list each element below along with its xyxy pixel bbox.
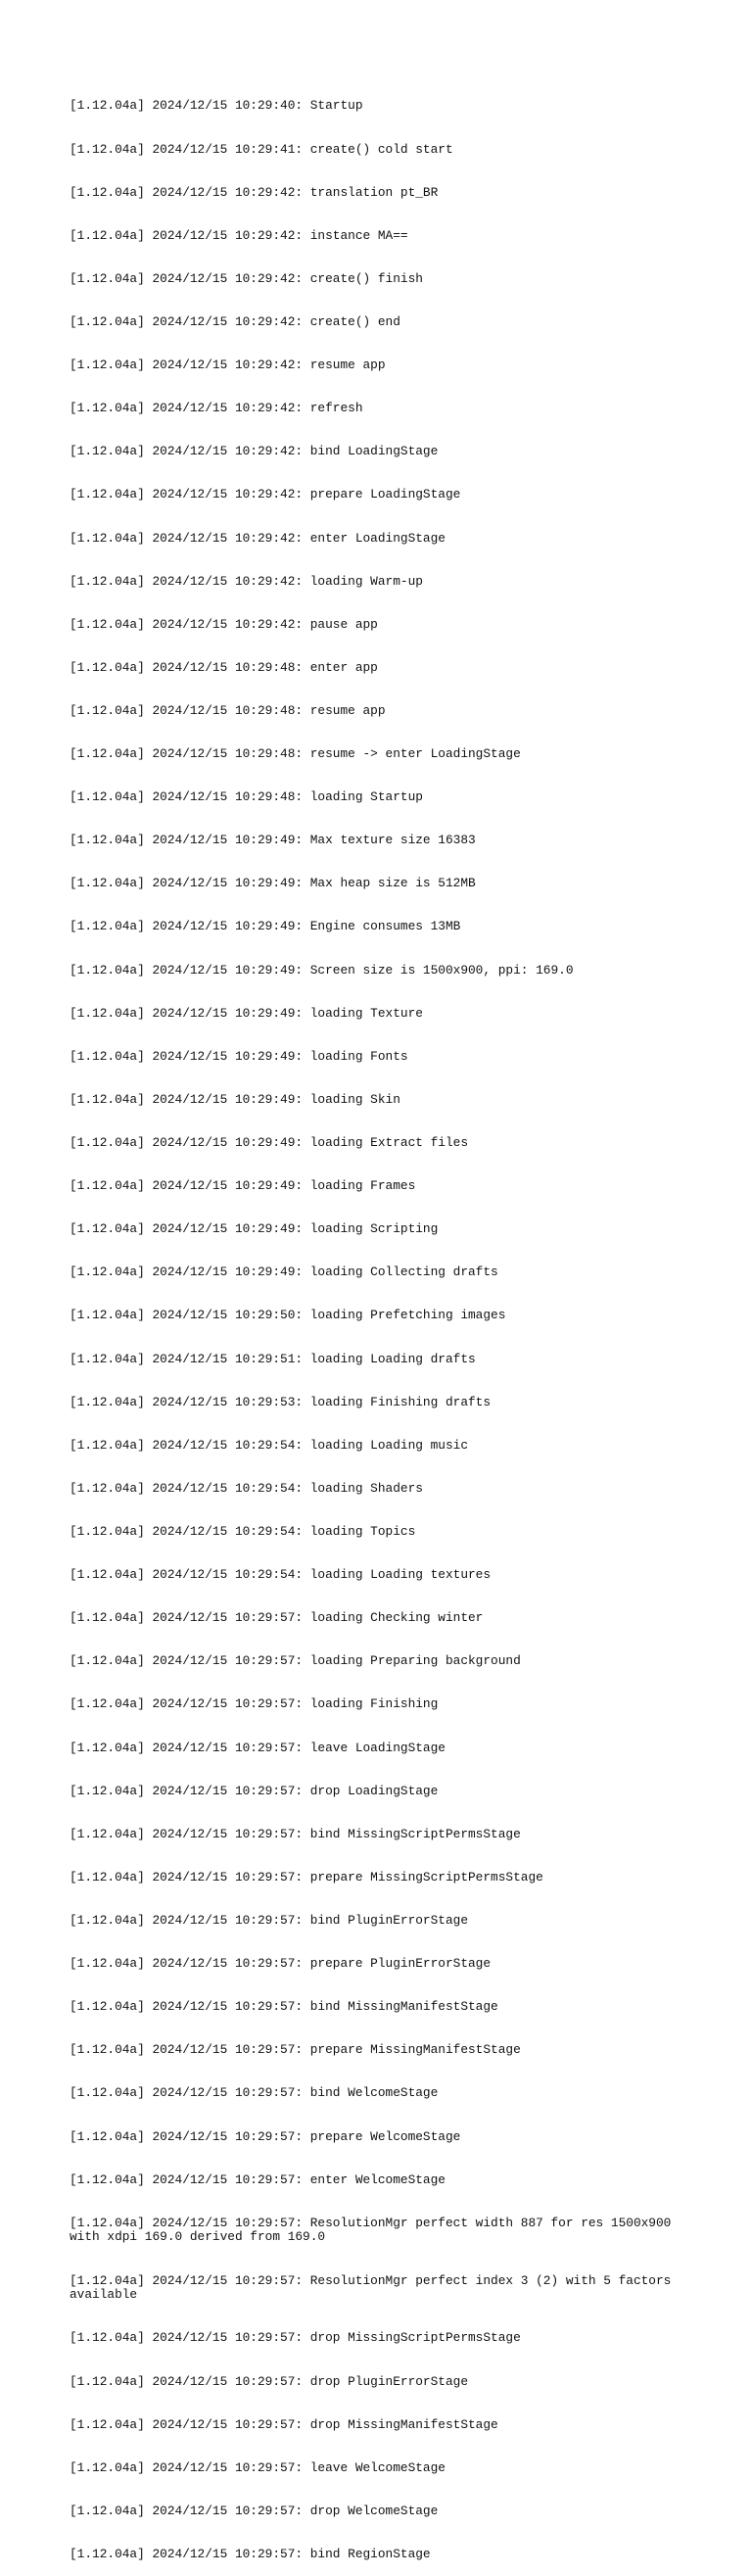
log-line: [1.12.04a] 2024/12/15 10:29:57: bind MissingManifestStage bbox=[70, 1999, 498, 2015]
log-line: [1.12.04a] 2024/12/15 10:29:57: leave WelcomeStage bbox=[70, 2459, 446, 2475]
log-line: [1.12.04a] 2024/12/15 10:29:54: loading Shaders bbox=[70, 1480, 423, 1496]
log-line: [1.12.04a] 2024/12/15 10:29:49: Engine consumes 13MB bbox=[70, 919, 461, 934]
log-line: [1.12.04a] 2024/12/15 10:29:49: loading Fonts bbox=[70, 1048, 408, 1064]
log-line: [1.12.04a] 2024/12/15 10:29:49: loading Scripting bbox=[70, 1221, 439, 1237]
log-line: [1.12.04a] 2024/12/15 10:29:49: loading Frames bbox=[70, 1178, 416, 1194]
log-line: [1.12.04a] 2024/12/15 10:29:57: leave LoadingStage bbox=[70, 1740, 446, 1755]
log-line: [1.12.04a] 2024/12/15 10:29:42: bind LoadingStage bbox=[70, 444, 439, 459]
log-line: [1.12.04a] 2024/12/15 10:29:57: bind RegionStage bbox=[70, 2546, 431, 2561]
log-line: [1.12.04a] 2024/12/15 10:29:49: Max texture size 16383 bbox=[70, 833, 476, 848]
log-line: [1.12.04a] 2024/12/15 10:29:54: loading Topics bbox=[70, 1524, 416, 1540]
log-line: [1.12.04a] 2024/12/15 10:29:49: Max heap size is 512MB bbox=[70, 876, 476, 891]
log-line: [1.12.04a] 2024/12/15 10:29:54: loading Loading music bbox=[70, 1437, 469, 1453]
log-line: [1.12.04a] 2024/12/15 10:29:57: drop LoadingStage bbox=[70, 1783, 439, 1798]
log-line: [1.12.04a] 2024/12/15 10:29:57: enter WelcomeStage bbox=[70, 2171, 446, 2187]
log-line: [1.12.04a] 2024/12/15 10:29:40: Startup bbox=[70, 98, 363, 114]
log-line: [1.12.04a] 2024/12/15 10:29:57: bind WelcomeStage bbox=[70, 2085, 439, 2101]
log-line: [1.12.04a] 2024/12/15 10:29:42: enter LoadingStage bbox=[70, 530, 446, 546]
log-line: [1.12.04a] 2024/12/15 10:29:42: pause app bbox=[70, 616, 378, 632]
log-line: [1.12.04a] 2024/12/15 10:29:42: create() finish bbox=[70, 270, 423, 286]
log-line: [1.12.04a] 2024/12/15 10:29:57: drop PluginErrorStage bbox=[70, 2373, 469, 2389]
log-line: [1.12.04a] 2024/12/15 10:29:49: loading Collecting drafts bbox=[70, 1264, 498, 1280]
log-line: [1.12.04a] 2024/12/15 10:29:49: Screen size is 1500x900, ppi: 169.0 bbox=[70, 962, 574, 978]
log-line: [1.12.04a] 2024/12/15 10:29:57: bind MissingScriptPermsStage bbox=[70, 1826, 521, 1841]
log-line: [1.12.04a] 2024/12/15 10:29:54: loading Loading textures bbox=[70, 1567, 492, 1583]
log-line: [1.12.04a] 2024/12/15 10:29:49: loading Skin bbox=[70, 1091, 400, 1107]
log-line: [1.12.04a] 2024/12/15 10:29:57: prepare MissingManifestStage bbox=[70, 2042, 521, 2058]
log-line: [1.12.04a] 2024/12/15 10:29:49: loading Extract files bbox=[70, 1135, 469, 1151]
log-line: [1.12.04a] 2024/12/15 10:29:57: loading Preparing background bbox=[70, 1653, 521, 1669]
log-line: [1.12.04a] 2024/12/15 10:29:42: loading Warm-up bbox=[70, 573, 423, 589]
log-line: [1.12.04a] 2024/12/15 10:29:57: ResolutionMgr perfect index 3 (2) with 5 factors available bbox=[70, 2272, 680, 2303]
log-line: [1.12.04a] 2024/12/15 10:29:57: ResolutionMgr perfect width 887 for res 1500x900 with xdpi 169.0 derived from 169.0 bbox=[70, 2215, 680, 2245]
log-line: [1.12.04a] 2024/12/15 10:29:57: loading Finishing bbox=[70, 1696, 439, 1712]
log-line: [1.12.04a] 2024/12/15 10:29:57: prepare MissingScriptPermsStage bbox=[70, 1869, 543, 1884]
log-line: [1.12.04a] 2024/12/15 10:29:50: loading Prefetching images bbox=[70, 1308, 506, 1323]
log-line: [1.12.04a] 2024/12/15 10:29:48: loading Startup bbox=[70, 789, 423, 805]
log-line: [1.12.04a] 2024/12/15 10:29:48: resume app bbox=[70, 702, 386, 718]
log-line: [1.12.04a] 2024/12/15 10:29:42: refresh bbox=[70, 401, 363, 416]
log-line: [1.12.04a] 2024/12/15 10:29:48: resume -> enter LoadingStage bbox=[70, 746, 521, 762]
log-line: [1.12.04a] 2024/12/15 10:29:57: bind PluginErrorStage bbox=[70, 1913, 469, 1928]
log-line: [1.12.04a] 2024/12/15 10:29:57: drop MissingScriptPermsStage bbox=[70, 2330, 521, 2346]
log-line: [1.12.04a] 2024/12/15 10:29:51: loading Loading drafts bbox=[70, 1351, 476, 1366]
log-line: [1.12.04a] 2024/12/15 10:29:48: enter app bbox=[70, 659, 378, 675]
log-line: [1.12.04a] 2024/12/15 10:29:42: translation pt_BR bbox=[70, 184, 439, 200]
log-line: [1.12.04a] 2024/12/15 10:29:42: resume app bbox=[70, 358, 386, 373]
log-line: [1.12.04a] 2024/12/15 10:29:57: drop WelcomeStage bbox=[70, 2503, 439, 2518]
log-line: [1.12.04a] 2024/12/15 10:29:57: prepare PluginErrorStage bbox=[70, 1956, 492, 1972]
log-view bbox=[70, 71, 696, 2576]
log-line: [1.12.04a] 2024/12/15 10:29:57: loading Checking winter bbox=[70, 1610, 484, 1626]
log-line: [1.12.04a] 2024/12/15 10:29:42: prepare LoadingStage bbox=[70, 487, 461, 502]
log-line: [1.12.04a] 2024/12/15 10:29:42: create() end bbox=[70, 313, 400, 329]
log-line: [1.12.04a] 2024/12/15 10:29:42: instance MA== bbox=[70, 227, 408, 243]
log-line: [1.12.04a] 2024/12/15 10:29:53: loading Finishing drafts bbox=[70, 1394, 492, 1409]
log-line: [1.12.04a] 2024/12/15 10:29:49: loading Texture bbox=[70, 1005, 423, 1021]
log-line: [1.12.04a] 2024/12/15 10:29:41: create() cold start bbox=[70, 141, 453, 157]
log-line: [1.12.04a] 2024/12/15 10:29:57: drop MissingManifestStage bbox=[70, 2416, 498, 2432]
log-line: [1.12.04a] 2024/12/15 10:29:57: prepare WelcomeStage bbox=[70, 2128, 461, 2144]
